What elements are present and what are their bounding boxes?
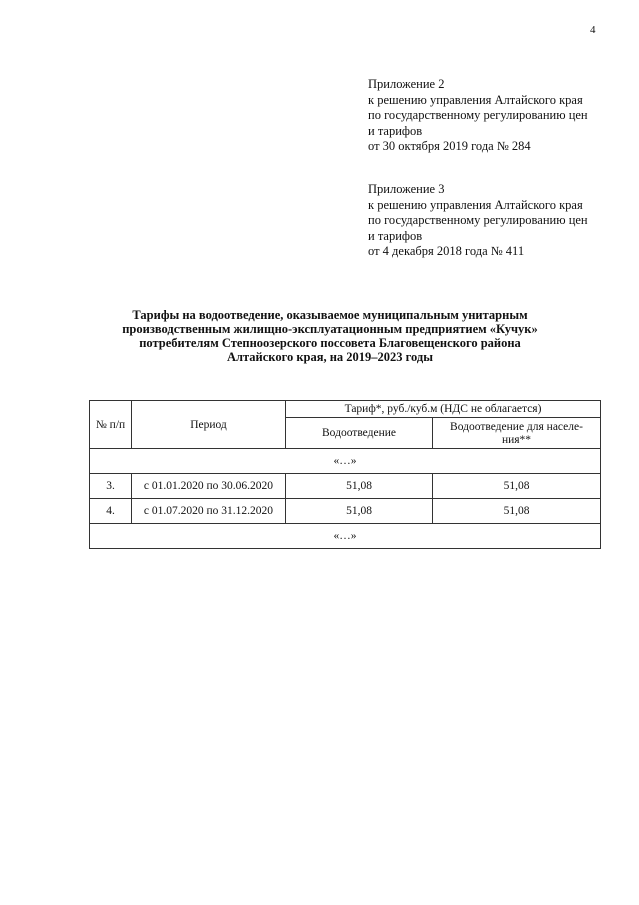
header-population-line: ния**: [501, 434, 532, 446]
appendix-3-block: [368, 182, 618, 260]
appendix-2-line: к решению управления Алтайского края: [368, 92, 583, 107]
tariff-table: [89, 400, 601, 549]
header-population-line: Водоотведение для населе-: [450, 421, 583, 433]
appendix-2-line: по государственному регулированию цен: [368, 108, 588, 122]
appendix-2-line: Приложение 2: [368, 77, 445, 91]
header-population: [433, 418, 601, 449]
table-row-ellipsis-bottom: [90, 524, 601, 549]
ellipsis-cell: «…»: [90, 524, 601, 549]
appendix-2-line: и тарифов: [368, 123, 423, 138]
cell-period: с 01.07.2020 по 31.12.2020: [132, 499, 286, 524]
cell-num: 3.: [90, 474, 132, 499]
cell-num: 4.: [90, 499, 132, 524]
header-num: № п/п: [90, 401, 132, 449]
appendix-2-line: от 30 октября 2019 года № 284: [368, 139, 531, 153]
appendix-3-line: и тарифов: [368, 228, 423, 243]
title-line: потребителям Степноозерского поссовета Благовещенского района: [139, 336, 521, 350]
cell-water: 51,08: [286, 474, 433, 499]
title-line: Алтайского края, на 2019–2023 годы: [226, 350, 434, 364]
table-header-row: [90, 401, 601, 418]
header-period: Период: [132, 401, 286, 449]
cell-population: 51,08: [433, 499, 601, 524]
title-line: Тарифы на водоотведение, оказываемое муниципальным унитарным: [132, 308, 528, 322]
table-row-ellipsis-top: [90, 449, 601, 474]
appendix-3-line: от 4 декабря 2018 года № 411: [368, 244, 525, 258]
appendix-3-line: по государственному регулированию цен: [368, 213, 588, 227]
table-row: [90, 474, 601, 499]
header-tariff: Тариф*, руб./куб.м (НДС не облагается): [286, 401, 601, 418]
appendix-2-block: [368, 77, 618, 155]
header-water: Водоотведение: [286, 418, 433, 449]
ellipsis-cell: «…»: [90, 449, 601, 474]
title-line: производственным жилищно-эксплуатационным предприятием «Кучук»: [122, 322, 538, 336]
appendix-3-line: Приложение 3: [368, 182, 445, 196]
appendix-3-line: к решению управления Алтайского края: [368, 197, 583, 212]
cell-period: с 01.01.2020 по 30.06.2020: [132, 474, 286, 499]
document-title: [80, 308, 580, 364]
cell-population: 51,08: [433, 474, 601, 499]
cell-water: 51,08: [286, 499, 433, 524]
table-row: [90, 499, 601, 524]
page-number: 4: [590, 24, 596, 36]
